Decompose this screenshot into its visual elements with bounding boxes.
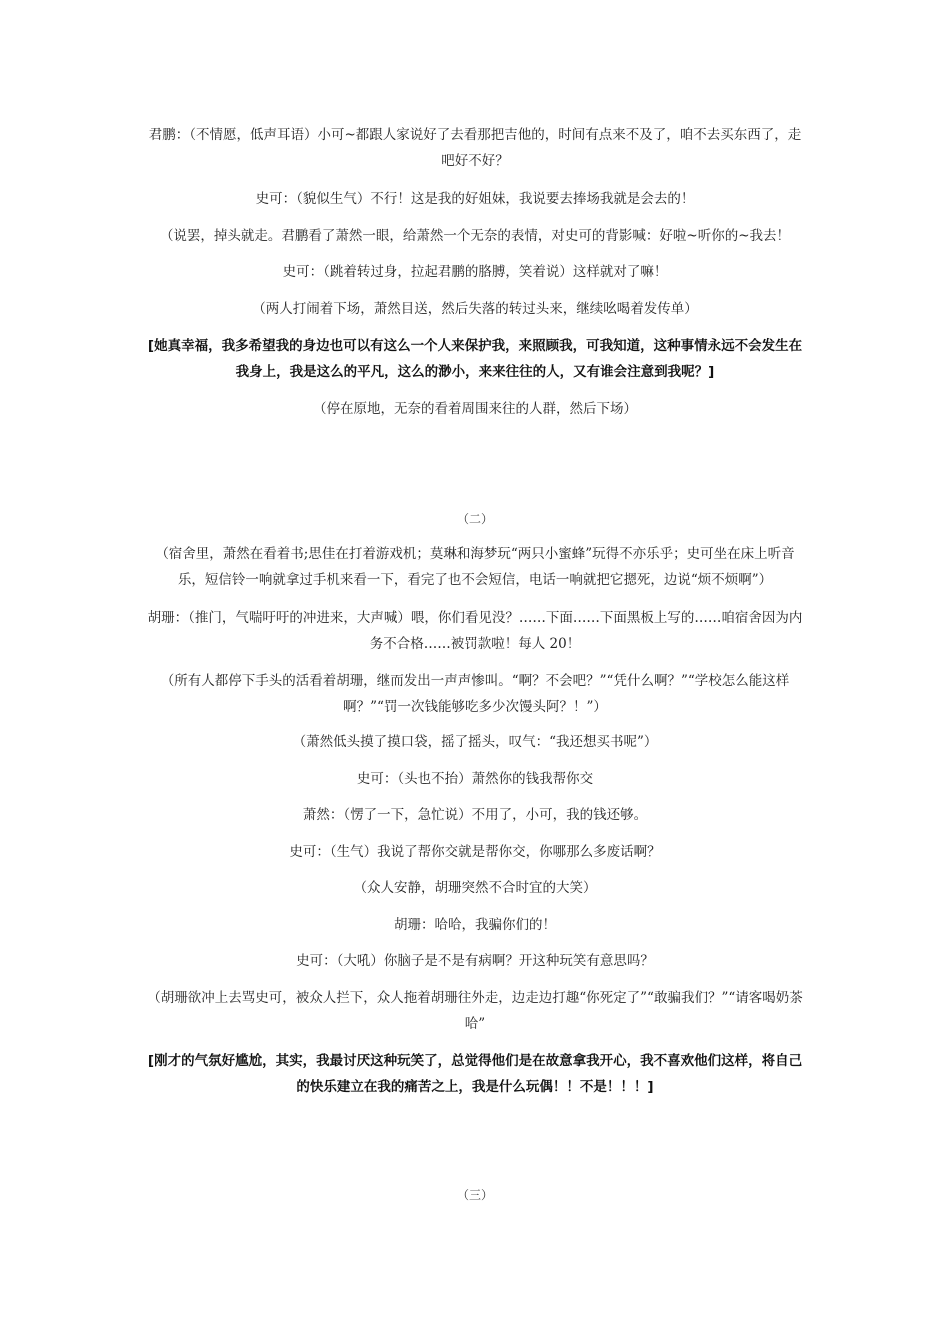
dialogue-line: 史可：（生气）我说了帮你交就是帮你交，你哪那么多废话啊？: [289, 844, 661, 860]
dialogue-line: 君鹏：（不情愿，低声耳语）小可~都跟人家说好了去看那把吉他的，时间有点来不及了，咱不去买东西了，走吧好不好？: [148, 127, 802, 169]
inner-monologue: [她真幸福，我多希望我的身边也可以有这么一个人来保护我，来照顾我，可我知道，这种事情永远不会发生在我身上，我是这么的平凡，这么的渺小，来来往往的人，又有谁会注意到我呢？]: [147, 338, 803, 380]
stage-direction: （两人打闹着下场，萧然目送，然后失落的转过头来，继续吆喝着发传单）: [252, 301, 698, 317]
dialogue-line: 史可：（跳着转过身，拉起君鹏的胳膊，笑着说）这样就对了嘛！: [282, 264, 668, 280]
stage-direction: （宿舍里，萧然在看着书;思佳在打着游戏机；莫琳和海梦玩“两只小蜜蜂”玩得不亦乐乎；史可坐在床上听音乐，短信铃一响就拿过手机来看一下，看完了也不会短信，电话一响就把它摁死，边说“烦不烦啊”）: [155, 546, 795, 588]
stage-direction: （众人安静，胡珊突然不合时宜的大笑）: [353, 880, 597, 896]
section-heading: （三）: [456, 1188, 493, 1202]
dialogue-line: 萧然：（愣了一下，急忙说）不用了，小可，我的钱还够。: [302, 807, 648, 823]
dialogue-line: 史可：（貌似生气）不行！这是我的好姐妹，我说要去捧场我就是会去的！: [255, 191, 695, 207]
dialogue-line: 史可：（头也不抬）萧然你的钱我帮你交: [356, 771, 594, 787]
stage-direction: （所有人都停下手头的活看着胡珊，继而发出一声声惨叫。“啊？不会吧？”“凭什么啊？”“学校怎么能这样啊？”“罚一次钱能够吃多少次馒头阿？！”）: [160, 673, 790, 715]
dialogue-line: 史可：（大吼）你脑子是不是有病啊？开这种玩笑有意思吗？: [296, 953, 654, 969]
inner-monologue: [刚才的气氛好尴尬，其实，我最讨厌这种玩笑了，总觉得他们是在故意拿我开心，我不喜欢他们这样，将自己的快乐建立在我的痛苦之上，我是什么玩偶！！不是！！！]: [147, 1053, 803, 1095]
stage-direction: （胡珊欲冲上去骂史可，被众人拦下，众人拖着胡珊往外走，边走边打趣“你死定了”“敢骗我们？”“请客喝奶茶哈”: [147, 990, 803, 1032]
section-heading: （二）: [456, 512, 493, 526]
dialogue-line: 胡珊：（推门，气喘吁吁的冲进来，大声喊）喂，你们看见没？……下面……下面黑板上写的……咱宿舍因为内务不合格……被罚款啦！每人 20！: [147, 610, 803, 652]
stage-direction: （说罢，掉头就走。君鹏看了萧然一眼，给萧然一个无奈的表情，对史可的背影喊：好啦~听你的~我去！: [159, 228, 791, 244]
dialogue-line: 胡珊：哈哈，我骗你们的！: [394, 917, 556, 933]
stage-direction: （停在原地，无奈的看着周围来往的人群，然后下场）: [313, 401, 637, 417]
stage-direction: （萧然低头摸了摸口袋，摇了摇头，叹气：“我还想买书呢”）: [292, 734, 658, 750]
